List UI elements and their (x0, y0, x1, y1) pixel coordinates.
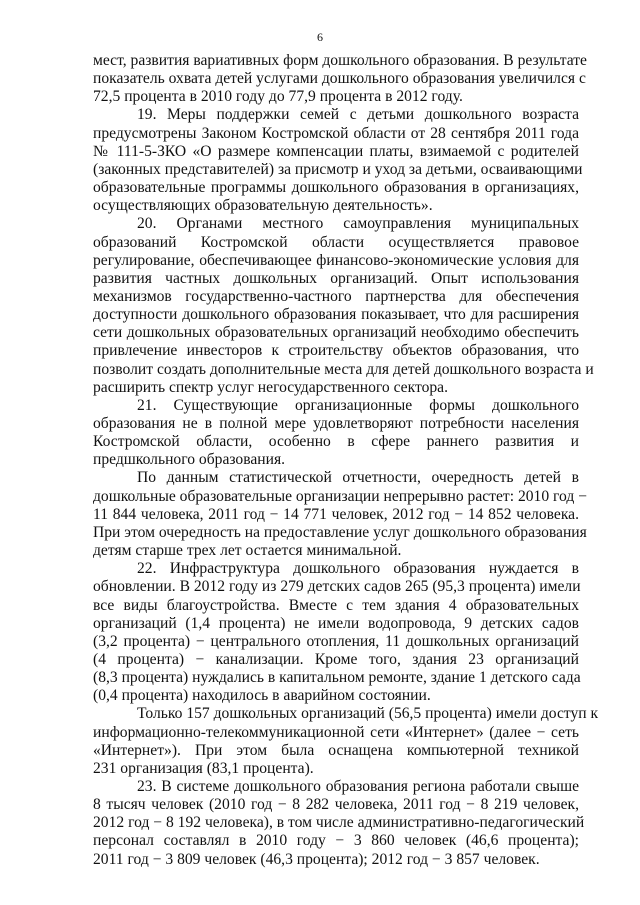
text-line: все виды благоустройства. Вместе с тем здания 4 образовательных (93, 596, 579, 614)
text-line: привлечение инвесторов к строительству объектов образования, что (93, 342, 579, 360)
text-line: Костромской области, особенно в сфере раннего развития и (93, 433, 579, 451)
text-line: 231 организация (83,1 процента). (93, 759, 314, 777)
text-line: (0,4 процента) находилось в аварийном состоянии. (93, 687, 431, 705)
text-line: 2011 год − 3 809 человек (46,3 процента); 2012 год − 3 857 человек. (93, 850, 540, 868)
text-line: показатель охвата детей услугами дошкольного образования увеличился с (93, 70, 586, 88)
text-line: 8 тысяч человек (2010 год − 8 282 человека, 2011 год − 8 219 человек, (93, 796, 579, 814)
text-line: сети дошкольных образовательных организаций необходимо обеспечить (93, 324, 579, 342)
text-line: предшкольного образования. (93, 451, 286, 469)
text-line: 11 844 человека, 2011 год − 14 771 человек, 2012 год − 14 852 человека. (93, 505, 579, 523)
text-line: информационно-телекоммуникационной сети «Интернет» (далее − сеть (93, 723, 579, 741)
text-line: (8,3 процента) нуждались в капитальном ремонте, здание 1 детского сада (93, 669, 581, 687)
text-line: обновлении. В 2012 году из 279 детских садов 265 (95,3 процента) имели (93, 578, 581, 596)
page-number: 6 (317, 30, 323, 44)
text-line: Только 157 дошкольных организаций (56,5 процента) имели доступ к (137, 705, 599, 723)
text-line: образования не в полной мере удовлетворяют потребности населения (93, 415, 579, 432)
text-line: предусмотрены Законом Костромской области от 28 сентября 2011 года (93, 124, 579, 142)
text-line: регулирование, обеспечивающее финансово-экономические условия для (93, 251, 579, 269)
text-line: «Интернет»). При этом была оснащена компьютерной техникой (93, 741, 579, 759)
text-line: По данным статистической отчетности, очередность детей в (137, 469, 579, 487)
text-line: При этом очередность на предоставление услуг дошкольного образования (93, 523, 587, 541)
text-line: (4 процента) − канализации. Кроме того, здания 23 организаций (93, 650, 579, 668)
text-line: 72,5 процента в 2010 году до 77,9 процента в 2012 году. (93, 88, 463, 106)
text-line: развития частных дошкольных организаций. Опыт использования (93, 269, 579, 287)
text-line: осуществляющих образовательную деятельность». (93, 197, 433, 215)
text-line: организаций (1,4 процента) не имели водопровода, 9 детских садов (93, 614, 579, 632)
text-line: образовательные программы дошкольного образования в организациях, (93, 179, 579, 197)
text-line: 22. Инфраструктура дошкольного образования нуждается в (137, 560, 579, 578)
text-line: дошкольные образовательные организации непрерывно растет: 2010 год − (93, 487, 588, 505)
text-line: 20. Органами местного самоуправления муниципальных (137, 215, 579, 233)
text-line: образований Костромской области осуществляется правовое (93, 233, 579, 251)
text-line: 2012 год − 8 192 человека), в том числе административно-педагогический (93, 814, 585, 832)
text-line: 21. Существующие организационные формы дошкольного (137, 396, 579, 414)
text-line: персонал составлял в 2010 году − 3 860 человек (46,6 процента); (93, 832, 579, 850)
text-line: механизмов государственно-частного партнерства для обеспечения (93, 287, 579, 305)
text-line: (законных представителей) за присмотр и уход за детьми, осваивающими (93, 160, 583, 178)
text-line: 19. Меры поддержки семей с детьми дошкольного возраста (137, 106, 579, 124)
text-line: мест, развития вариативных форм дошкольного образования. В результате (93, 52, 587, 69)
text-line: детям старше трех лет остается минимальной. (93, 542, 402, 560)
text-line: доступности дошкольного образования показывает, что для расширения (93, 306, 579, 324)
text-line: расширить спектр услуг негосударственного сектора. (93, 378, 448, 396)
text-line: 23. В системе дошкольного образования региона работали свыше (137, 778, 579, 795)
text-line: № 111-5-ЗКО «О размере компенсации платы, взимаемой с родителей (93, 142, 579, 160)
text-line: (3,2 процента) − центрального отопления, 11 дошкольных организаций (93, 632, 579, 650)
text-line: позволит создать дополнительные места для детей дошкольного возраста и (93, 360, 594, 378)
